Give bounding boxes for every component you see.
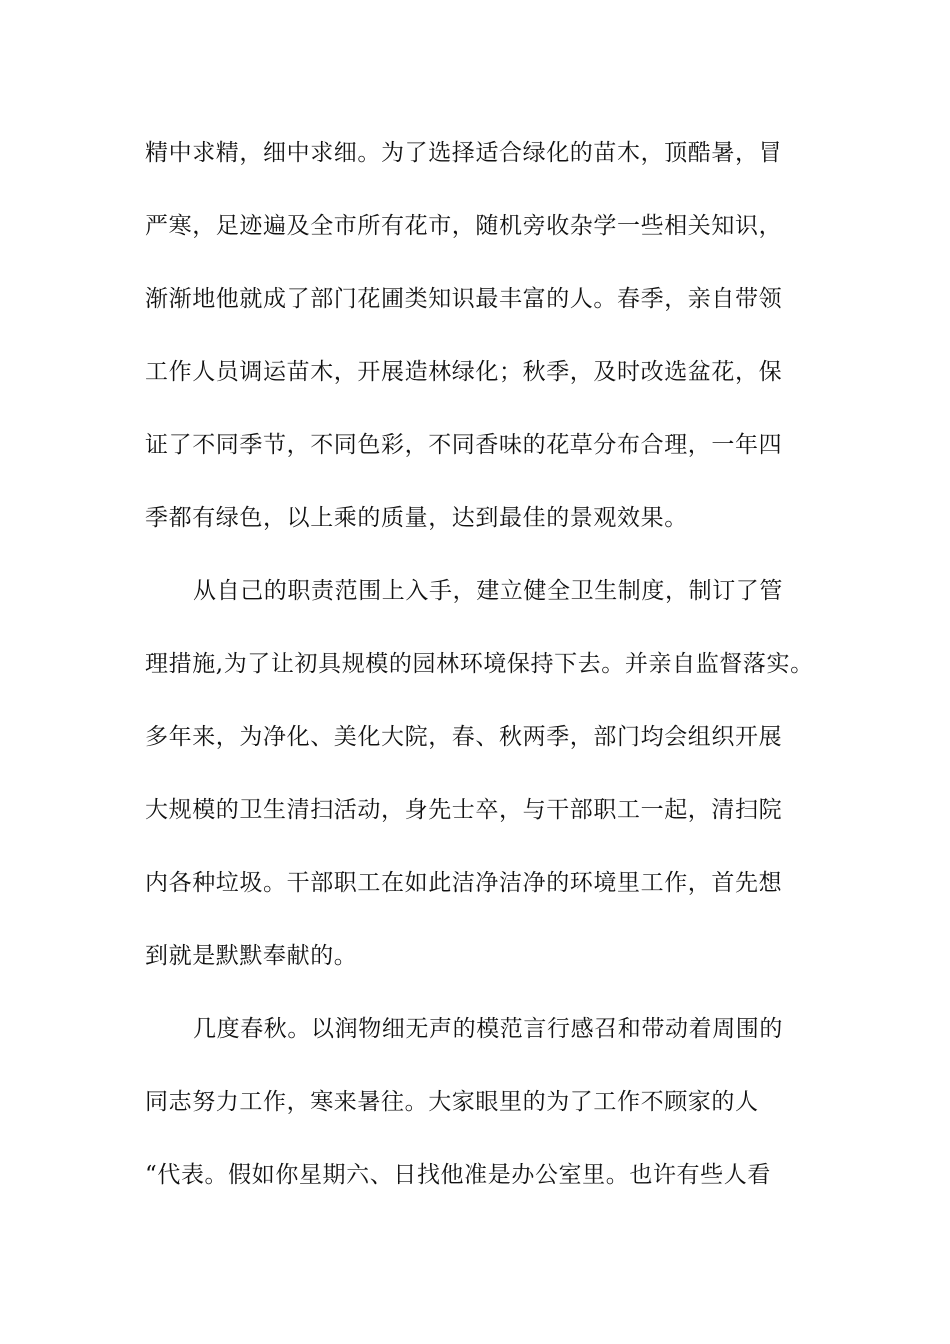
text-line: 证了不同季节，不同色彩，不同香味的花草分布合理，一年四	[145, 432, 783, 458]
text-line: 严寒，足迹遍及全市所有花市，随机旁收杂学一些相关知识，	[145, 213, 783, 239]
text-line: 季都有绿色，以上乘的质量，达到最佳的景观效果。	[145, 505, 688, 531]
text-line: 从自己的职责范围上入手，建立健全卫生制度，制订了管	[193, 578, 783, 604]
text-line: 几度春秋。以润物细无声的模范言行感召和带动着周围的	[193, 1016, 783, 1042]
text-line: 内各种垃圾。干部职工在如此洁净洁净的环境里工作，首先想	[145, 870, 783, 896]
text-line: 精中求精，细中求细。为了选择适合绿化的苗木，顶酷暑，冒	[145, 140, 783, 166]
text-line: “代表。假如你星期六、日找他准是办公室里。也许有些人看	[145, 1162, 771, 1188]
text-line: 同志努力工作，寒来暑往。大家眼里的为了工作不顾家的人	[145, 1089, 759, 1115]
text-line: 到就是默默奉献的。	[145, 943, 358, 969]
text-line: 渐渐地他就成了部门花圃类知识最丰富的人。春季，亲自带领	[145, 286, 783, 312]
text-line: 大规模的卫生清扫活动，身先士卒，与干部职工一起，清扫院	[145, 797, 783, 823]
text-line: 工作人员调运苗木，开展造林绿化；秋季，及时改选盆花，保	[145, 359, 783, 385]
body-text	[145, 128, 825, 1223]
text-line: 理措施,为了让初具规模的园林环境保持下去。并亲自监督落实。	[145, 651, 814, 677]
text-line: 多年来，为净化、美化大院，春、秋两季，部门均会组织开展	[145, 724, 783, 750]
